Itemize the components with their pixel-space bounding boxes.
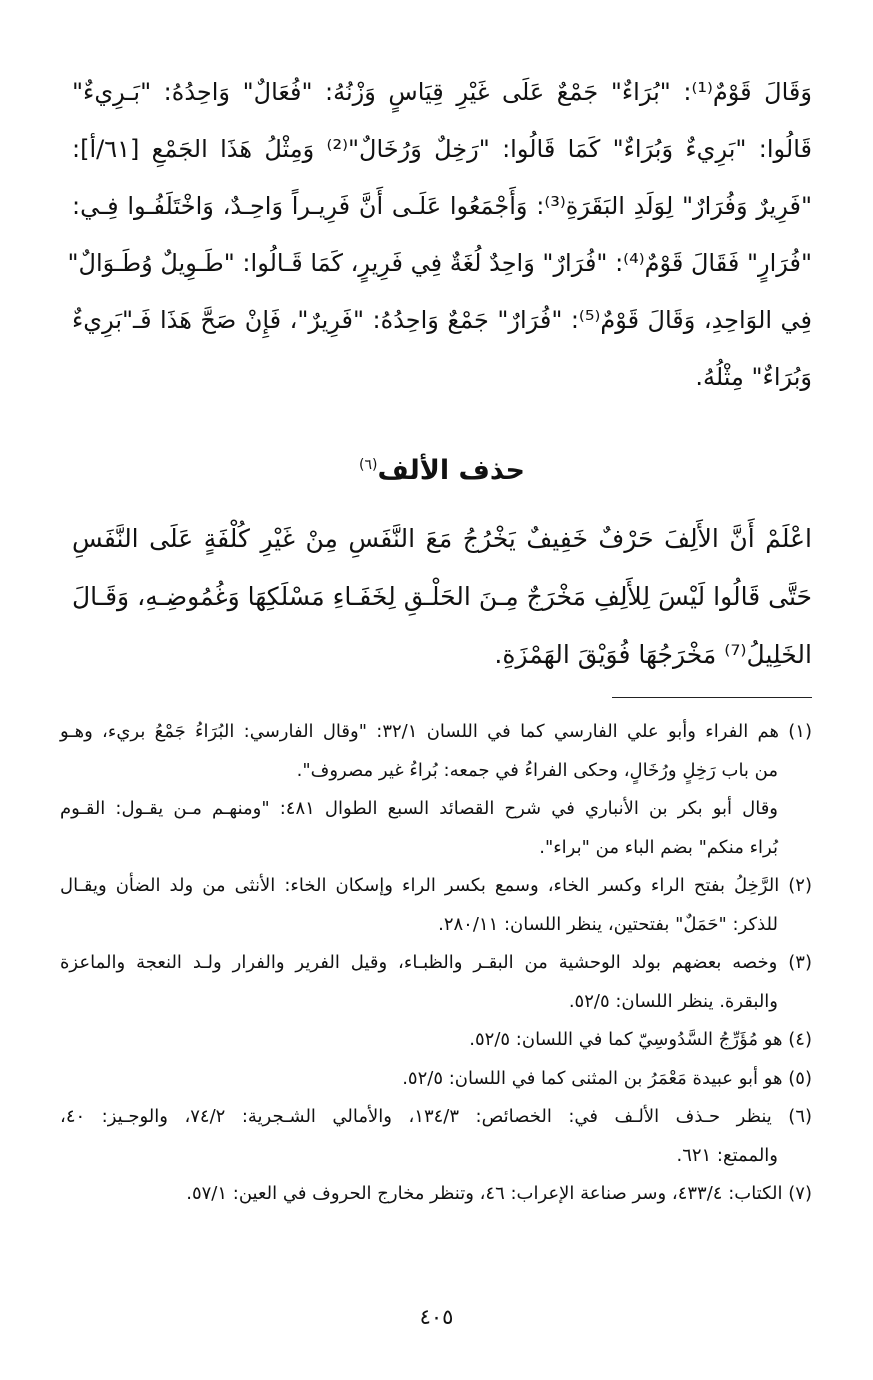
- section-heading-text: حذف الألف: [377, 455, 525, 486]
- text-line: "فَرِيرٌ وَفُرَارٌ" لِوَلَدِ البَقَرَةِ⁽³⁾: وَأَجْمَعُوا عَلَـى أَنَّ فَرِيـراً وَاحِـدٌ، وَاخْتَلَفُـوا فِـي:: [72, 192, 813, 220]
- footnote-line: وقال أبو بكر بن الأنباري في شرح القصائد السبع الطوال ٤٨١: "ومنهـم مـن يقـول: القـوم: [60, 798, 778, 819]
- footnote-4: [60, 1021, 812, 1060]
- footnote-line: (٧) الكتاب: ٤٣٣/٤، وسر صناعة الإعراب: ٤٦، وتنظر مخارج الحروف في العين: ٥٧/١.: [186, 1183, 812, 1204]
- text-line: فِي الوَاحِدِ، وَقَالَ قَوْمٌ⁽⁵⁾: "فُرَارٌ" جَمْعٌ وَاحِدُهُ: "فَرِيرٌ"، فَإِنْ صَحَّ هَذَا فَـ"بَرِيءٌ: [72, 306, 812, 334]
- heading-footnote-marker: (٦): [359, 457, 378, 473]
- text-line: قَالُوا: "بَرِيءٌ وَبُرَاءٌ" كَمَا قَالُوا: "رَخِلٌ وَرُخَالٌ"⁽²⁾ وَمِثْلُ هَذَا الجَمْعِ [٦١/أ]:: [72, 135, 813, 163]
- footnote-line: من باب رَخِلٍ ورُخَالٍ، وحكى الفراءُ في جمعه: بُراءُ غير مصروف".: [296, 759, 778, 781]
- footnote-line: والبقرة. ينظر اللسان: ٥٢/٥.: [568, 990, 778, 1012]
- paragraph-plural-bura: [67, 64, 813, 406]
- text-line: وَبُرَاءٌ" مِثْلُهُ.: [695, 363, 812, 391]
- paragraph-alif-deletion: [72, 510, 812, 684]
- text-line: حَتَّى قَالُوا لَيْسَ لِلأَلِفِ مَخْرَجٌ مِـنَ الحَلْـقِ لِخَفَـاءِ مَسْلَكِهَا وَغُمُوضِـهِ، وَقَـالَ: [72, 582, 812, 611]
- footnote-line: (٤) هو مُؤَرِّجُ السَّدُوسِيّ كما في اللسان: ٥٢/٥.: [469, 1029, 812, 1050]
- footnotes: [60, 713, 812, 1214]
- text-line: وَقَالَ قَوْمٌ⁽¹⁾: "بُرَاءٌ" جَمْعٌ عَلَى غَيْرِ قِيَاسٍ وَزْنُهُ: "فُعَالٌ" وَاحِدُهُ: "بَـرِيءٌ": [72, 78, 812, 106]
- footnote-separator: [612, 697, 812, 698]
- footnote-6: [60, 1098, 812, 1175]
- footnote-3: [60, 944, 812, 1021]
- footnote-line: بُراء منكم" بضم الباء من "براء".: [539, 836, 778, 858]
- footnote-1: [60, 713, 812, 790]
- section-heading: [72, 440, 812, 496]
- footnote-1-continued: [60, 790, 812, 867]
- text-line: الخَلِيلُ⁽⁷⁾ مَخْرَجُهَا فُوَيْقَ الهَمْزَةِ.: [494, 640, 812, 669]
- footnote-5: [60, 1060, 812, 1099]
- footnote-line: (١) هم الفراء وأبو علي الفارسي كما في اللسان ٣٢/١: "وقال الفارسي: البُرَاءُ جَمْعُ بريء، وهـو: [60, 721, 812, 742]
- text-line: "فُرَارٍ" فَقَالَ قَوْمٌ⁽⁴⁾: "فُرَارٌ" وَاحِدٌ لُغَةٌ فِي فَرِيرٍ، كَمَا قَـالُوا: "طَـوِيلٌ وُطَـوَالٌ": [67, 249, 812, 277]
- footnote-line: (٥) هو أبو عبيدة مَعْمَرُ بن المثنى كما في اللسان: ٥٢/٥.: [402, 1067, 812, 1089]
- footnote-line: والممتع: ٦٢١.: [676, 1144, 778, 1166]
- page-number: ٤٠٥: [419, 1305, 454, 1329]
- footnote-line: (٦) ينظر حـذف الألـف في: الخصائص: ١٣٤/٣، والأمالي الشـجرية: ٧٤/٢، والوجـيز: ٤٠،: [60, 1106, 813, 1127]
- footnote-line: للذكر: "حَمَلٌ" بفتحتين، ينظر اللسان: ٢٨٠/١١.: [438, 913, 778, 935]
- footnote-line: (٣) وخصه بعضهم بولد الوحشية من البقـر والظبـاء، وقيل الفرير والفرار ولـد النعجة والماعزة: [60, 952, 812, 973]
- footnote-7: [60, 1175, 812, 1214]
- text-line: اعْلَمْ أَنَّ الأَلِفَ حَرْفٌ خَفِيفٌ يَخْرُجُ مَعَ النَّفَسِ مِنْ غَيْرِ كُلْفَةٍ عَلَى النَّفَسِ: [72, 524, 812, 553]
- footnote-2: [60, 867, 812, 944]
- footnote-line: (٢) الرَّخِلُ بفتح الراء وكسر الخاء، وسمع بكسر الراء وإسكان الخاء: الأنثى من ولد الضأن ويقـال: [60, 875, 812, 896]
